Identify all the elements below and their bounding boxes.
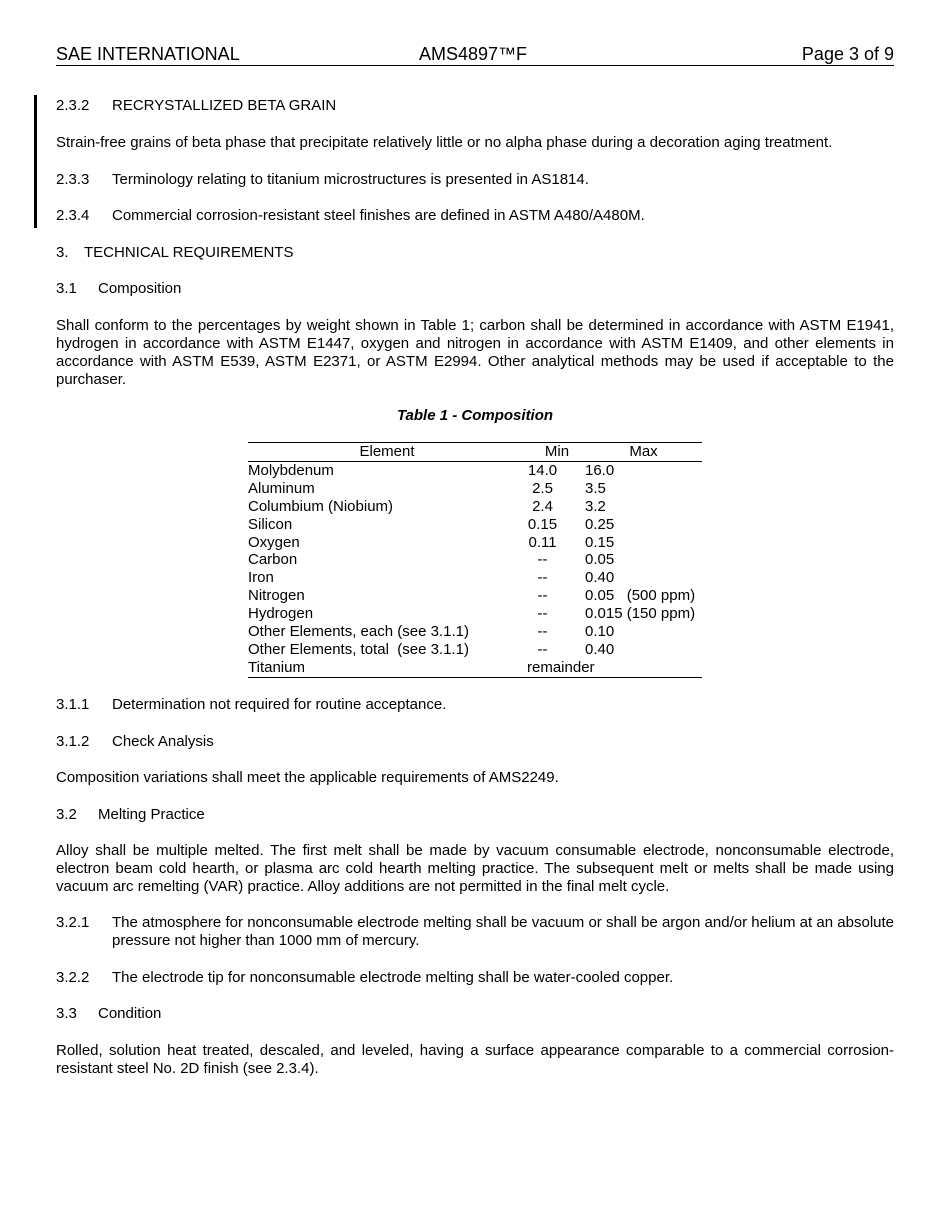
header-page-number: Page 3 of 9 xyxy=(801,44,894,64)
composition-table xyxy=(248,442,702,678)
section-number: 3.1.1 xyxy=(56,696,90,713)
page-header xyxy=(56,43,894,66)
section-3-1-paragraph: Shall conform to the percentages by weight shown in Table 1; carbon shall be determined in accordance with ASTM E1941, hydrogen in accordance with ASTM E1447, oxygen and nitrogen in accordance with ASTM E1409, and other elements in accordance with ASTM E539, ASTM E2371, or ASTM E2994. Other analytical methods may be used if acceptable to the purchaser. xyxy=(56,317,894,388)
table-row xyxy=(248,605,702,623)
section-title: Composition xyxy=(98,280,182,297)
table-title: Table 1 - Composition xyxy=(396,407,554,424)
cell-min: -- xyxy=(537,623,548,641)
section-number: 2.3.2 xyxy=(56,97,90,114)
table-row xyxy=(248,534,702,552)
cell-max: 0.015 (150 ppm) xyxy=(585,605,696,623)
section-2-3-2-paragraph: Strain-free grains of beta phase that precipitate relatively little or no alpha phase during a decoration aging treatment. xyxy=(56,134,833,151)
table-header-row xyxy=(248,443,702,462)
cell-min: 0.15 xyxy=(527,515,558,533)
cell-max: 0.05 xyxy=(585,551,615,569)
table-row xyxy=(248,569,702,587)
cell-element: Nitrogen xyxy=(248,587,305,605)
cell-min: 0.11 xyxy=(528,533,557,551)
cell-min: -- xyxy=(537,605,548,623)
section-number: 2.3.3 xyxy=(56,171,90,188)
cell-max: 0.40 xyxy=(585,569,615,587)
table-body xyxy=(248,462,702,659)
table-row xyxy=(248,641,702,659)
table-row xyxy=(248,498,702,516)
cell-max: 0.15 xyxy=(585,533,615,551)
section-title: Check Analysis xyxy=(112,733,214,750)
section-title: TECHNICAL REQUIREMENTS xyxy=(84,244,294,261)
section-3-1-2-paragraph: Composition variations shall meet the applicable requirements of AMS2249. xyxy=(56,769,559,786)
header-document-number: AMS4897™F xyxy=(419,44,528,64)
cell-min: 2.4 xyxy=(532,497,553,515)
cell-min: -- xyxy=(537,569,548,587)
cell-max: 0.25 xyxy=(585,515,615,533)
cell-element: Aluminum xyxy=(248,479,315,497)
cell-min: -- xyxy=(537,587,548,605)
cell-element: Hydrogen xyxy=(248,605,314,623)
section-number: 2.3.4 xyxy=(56,207,90,224)
section-title: Melting Practice xyxy=(98,806,205,823)
revision-change-bar xyxy=(34,95,37,228)
cell-min: 14.0 xyxy=(527,462,558,479)
section-number: 3.2 xyxy=(56,806,77,823)
cell-element: Other Elements, total (see 3.1.1) xyxy=(248,640,469,658)
cell-element: Silicon xyxy=(248,515,293,533)
header-organization: SAE INTERNATIONAL xyxy=(56,44,240,64)
table-row xyxy=(248,480,702,498)
cell-max: 16.0 xyxy=(585,462,615,479)
section-text: The electrode tip for nonconsumable electrode melting shall be water-cooled copper. xyxy=(112,969,674,986)
cell-max: 3.2 xyxy=(585,497,606,515)
section-number: 3.2.1 xyxy=(56,914,90,931)
section-title: Condition xyxy=(98,1005,162,1022)
section-title: RECRYSTALLIZED BETA GRAIN xyxy=(112,97,337,114)
table-row xyxy=(248,516,702,534)
cell-element: Iron xyxy=(248,569,274,587)
column-header-element: Element xyxy=(359,443,415,460)
cell-min: -- xyxy=(537,551,548,569)
section-number: 3.2.2 xyxy=(56,969,90,986)
table-row xyxy=(248,551,702,569)
cell-element: Titanium xyxy=(248,658,305,676)
cell-element: Other Elements, each (see 3.1.1) xyxy=(248,623,469,641)
cell-min: 2.5 xyxy=(532,479,553,497)
cell-element: Carbon xyxy=(248,551,298,569)
section-text: Commercial corrosion-resistant steel finishes are defined in ASTM A480/A480M. xyxy=(112,207,645,224)
cell-element: Oxygen xyxy=(248,533,300,551)
section-number: 3.1 xyxy=(56,280,77,297)
table-row xyxy=(248,587,702,605)
cell-remainder: remainder xyxy=(527,658,595,676)
cell-min: -- xyxy=(537,640,548,658)
section-3-2-1 xyxy=(56,914,894,950)
section-text: The atmosphere for nonconsumable electrode melting shall be vacuum or shall be argon and/or helium at an absolute pressure not higher than 1000 mm of mercury. xyxy=(112,914,894,949)
section-3-3-paragraph: Rolled, solution heat treated, descaled, and leveled, having a surface appearance comparable to a commercial corrosion-resistant steel No. 2D finish (see 2.3.4). xyxy=(56,1042,894,1077)
section-text: Terminology relating to titanium microstructures is presented in AS1814. xyxy=(112,171,589,188)
cell-max: 3.5 xyxy=(585,479,606,497)
column-header-max: Max xyxy=(629,443,658,460)
table-row xyxy=(248,462,702,480)
section-text: Determination not required for routine acceptance. xyxy=(112,696,447,713)
table-row-titanium xyxy=(248,659,702,677)
cell-max: 0.10 xyxy=(585,623,615,641)
section-number: 3.1.2 xyxy=(56,733,90,750)
cell-max: 0.40 xyxy=(585,640,615,658)
column-header-min: Min xyxy=(544,443,570,460)
cell-element: Columbium (Niobium) xyxy=(248,497,394,515)
cell-element: Molybdenum xyxy=(248,462,334,479)
section-3-2-paragraph: Alloy shall be multiple melted. The first melt shall be made by vacuum consumable electrode, nonconsumable electrode, electron beam cold hearth, or plasma arc cold hearth melting practice. The subsequent melt or melts shall be made using vacuum arc remelting (VAR) practice. Alloy additions are not permitted in the final melt cycle. xyxy=(56,842,894,895)
section-number: 3.3 xyxy=(56,1005,77,1022)
table-row xyxy=(248,623,702,641)
section-number: 3. xyxy=(56,244,69,261)
cell-max: 0.05 (500 ppm) xyxy=(585,587,696,605)
